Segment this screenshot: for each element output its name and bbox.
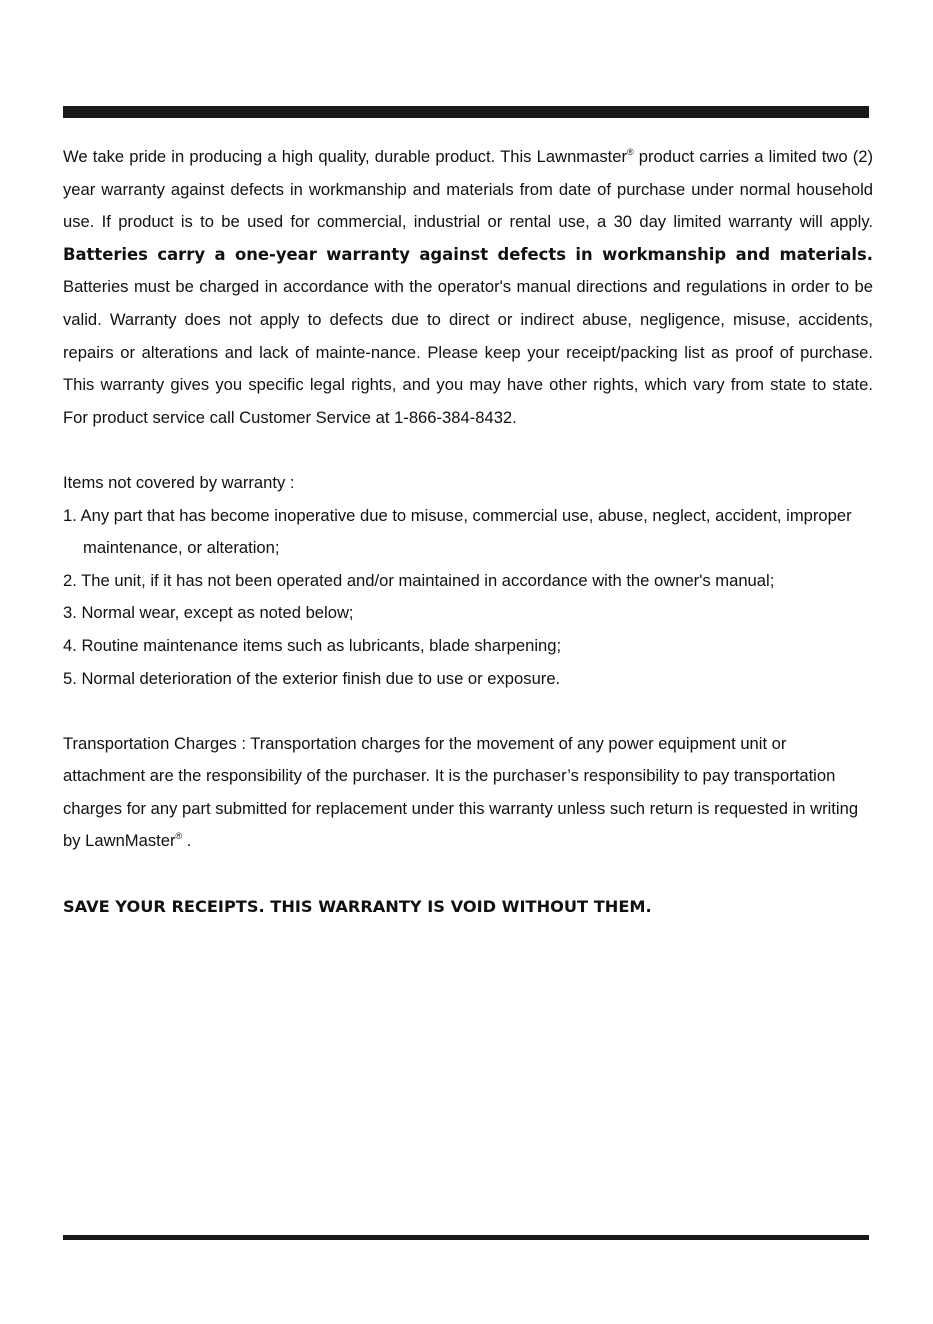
- list-item: 3. Normal wear, except as noted below;: [63, 603, 354, 623]
- warranty-intro-paragraph: [63, 141, 873, 434]
- transportation-text: Transportation Charges : Transportation charges for the movement of any power equipment unit or attachment are the responsibility of the purchaser. It is the purchaser’s responsibility to pay transportation charges for any part submitted for replacement under this warranty unless such return is requested in writing by LawnMaster: [63, 733, 859, 851]
- list-item: 4. Routine maintenance items such as lubricants, blade sharpening;: [63, 635, 562, 655]
- transportation-end: .: [182, 831, 192, 851]
- transportation-paragraph: [63, 728, 873, 858]
- save-receipts-notice: SAVE YOUR RECEIPTS. THIS WARRANTY IS VOID WITHOUT THEM.: [63, 896, 652, 916]
- registered-mark: ®: [175, 831, 183, 842]
- intro-text-1: We take pride in producing a high quality, durable product. This Lawnmaster: [63, 147, 628, 166]
- list-item: 2. The unit, if it has not been operated and/or maintained in accordance with the owner's manual;: [63, 570, 775, 590]
- not-covered-list: [63, 500, 873, 696]
- header-bar: [63, 106, 869, 118]
- list-item: 1. Any part that has become inoperative due to misuse, commercial use, abuse, neglect, accident, improper maintenance, or alteration;: [63, 505, 852, 558]
- intro-text-2: product carries a limited two (2) year warranty against defects in workmanship and materials from date of purchase under normal household use. If product is to be used for commercial, industrial or rental use, a 30 day limited warranty will apply.: [63, 147, 873, 232]
- intro-text-3: Batteries must be charged in accordance with the operator's manual directions and regulations in order to be valid. Warranty does not apply to defects due to direct or indirect abuse, negligence, misuse, accidents, repairs or alterations and lack of mainte-nance. Please keep your receipt/packing list as proof of purchase. This warranty gives you specific legal rights, and you may have other rights, which vary from state to state. For product service call Customer Service at 1-866-384-8432.: [63, 277, 873, 427]
- warranty-content: [63, 141, 873, 923]
- not-covered-heading: Items not covered by warranty :: [63, 472, 295, 492]
- registered-mark: ®: [627, 147, 634, 157]
- footer-rule: [63, 1235, 869, 1240]
- list-item: 5. Normal deterioration of the exterior finish due to use or exposure.: [63, 668, 561, 688]
- battery-warranty-note: Batteries carry a one-year warranty against defects in workmanship and materials.: [63, 244, 873, 264]
